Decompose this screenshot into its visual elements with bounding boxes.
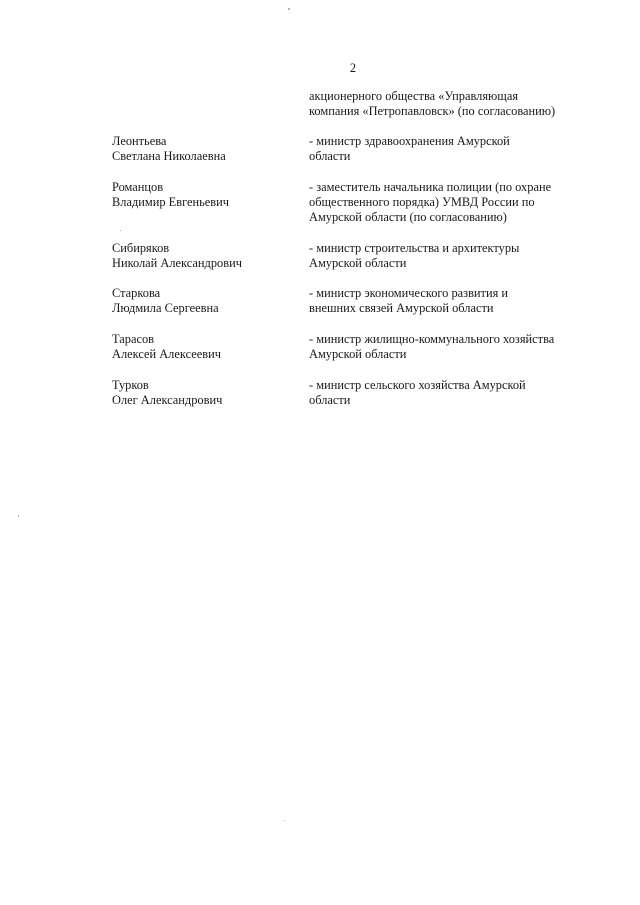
position-line: - министр сельского хозяйства Амурской (309, 378, 526, 392)
member-surname: Леонтьева (112, 134, 167, 148)
member-position (309, 134, 599, 164)
continuation-line: компания «Петропавловск» (по согласованию) (309, 104, 556, 118)
member-position (309, 241, 599, 271)
page-number: 2 (349, 61, 357, 75)
member-surname: Романцов (112, 180, 164, 194)
scan-speck (18, 515, 19, 517)
member-name (112, 241, 292, 271)
member-given-names: Людмила Сергеевна (112, 301, 219, 315)
position-line: - министр строительства и архитектуры (309, 241, 520, 255)
position-line: Амурской области (309, 256, 407, 270)
position-line: Амурской области (309, 347, 407, 361)
member-given-names: Светлана Николаевна (112, 149, 226, 163)
position-line: внешних связей Амурской области (309, 301, 494, 315)
position-line: - министр жилищно-коммунального хозяйства (309, 332, 555, 346)
continuation-line: акционерного общества «Управляющая (309, 89, 519, 103)
member-surname: Старкова (112, 286, 161, 300)
continuation-text (309, 89, 599, 119)
member-given-names: Олег Александрович (112, 393, 223, 407)
member-surname: Сибиряков (112, 241, 170, 255)
member-given-names: Николай Александрович (112, 256, 242, 270)
member-name (112, 180, 292, 210)
scan-speck (288, 8, 290, 10)
member-position (309, 286, 599, 316)
position-line: области (309, 149, 351, 163)
position-line: области (309, 393, 351, 407)
member-name (112, 134, 292, 164)
member-name (112, 286, 292, 316)
position-line: общественного порядка) УМВД России по (309, 195, 535, 209)
member-name (112, 332, 292, 362)
position-line: - министр здравоохранения Амурской (309, 134, 510, 148)
member-position (309, 180, 599, 225)
position-line: Амурской области (по согласованию) (309, 210, 507, 224)
member-surname: Турков (112, 378, 149, 392)
member-given-names: Владимир Евгеньевич (112, 195, 229, 209)
scan-speck (284, 820, 285, 821)
member-given-names: Алексей Алексеевич (112, 347, 221, 361)
member-position (309, 378, 599, 408)
position-line: - министр экономического развития и (309, 286, 509, 300)
member-surname: Тарасов (112, 332, 154, 346)
member-name (112, 378, 292, 408)
scan-speck (120, 230, 121, 231)
member-position (309, 332, 599, 362)
position-line: - заместитель начальника полиции (по охране (309, 180, 552, 194)
